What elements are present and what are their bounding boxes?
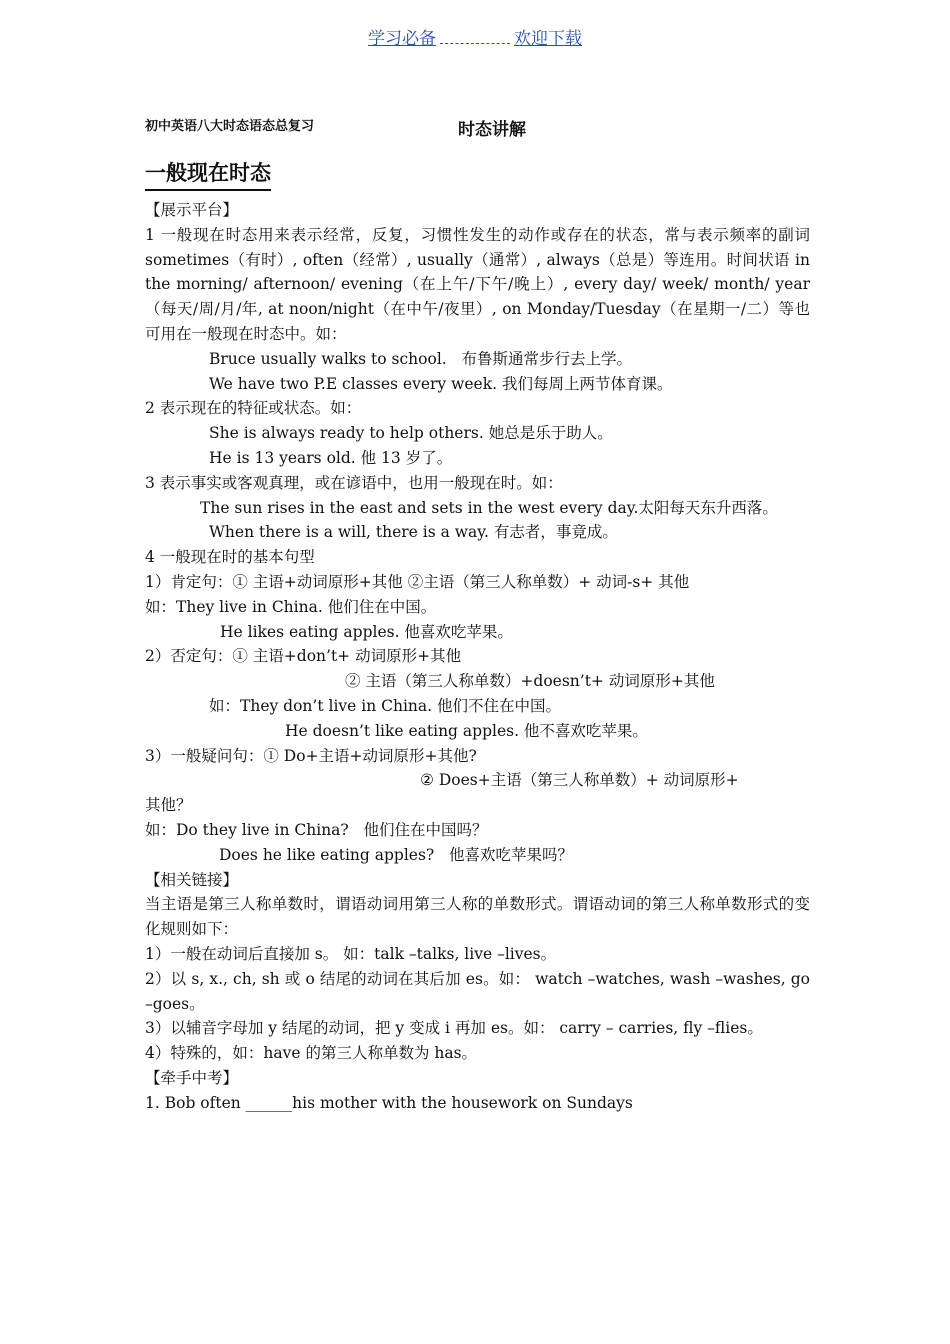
paragraph: 其他？: [145, 796, 192, 815]
example-line: 如：Do they live in China? 他们住在中国吗？: [145, 820, 488, 839]
paragraph: 4 一般现在时的基本句型: [145, 548, 315, 567]
paragraph: 当主语是第三人称单数时，谓语动词用第三人称的单数形式。谓语动词的第三人称单数形式的变化规则如下：: [145, 895, 810, 939]
header-dashed-gap: [440, 33, 510, 44]
page-header: [0, 24, 950, 49]
example-line: We have two P.E classes every week. 我们每周上两节体育课。: [209, 374, 673, 393]
example-line: 如：They don’t live in China. 他们不住在中国。: [209, 696, 562, 715]
example-line: He likes eating apples. 他喜欢吃苹果。: [220, 622, 513, 641]
paragraph: 3 表示事实或客观真理，或在谚语中，也用一般现在时。如：: [145, 473, 563, 492]
rule-line: 2）以 s, x., ch, sh 或 o 结尾的动词在其后加 es。如： watch –watches, wash –washes, go –goes。: [145, 969, 815, 1013]
paragraph: 3）一般疑问句：① Do+主语+动词原形+其他?: [145, 746, 477, 765]
example-line: She is always ready to help others. 她总是乐于助人。: [209, 424, 613, 443]
example-line: 如：They live in China. 他们住在中国。: [145, 597, 437, 616]
paragraph: 2）否定句：① 主语+don’t+ 动词原形+其他: [145, 647, 462, 666]
section-label: 【展示平台】: [145, 201, 239, 219]
example-line: He is 13 years old. 他 13 岁了。: [209, 448, 453, 467]
rule-line: 1）一般在动词后直接加 s。 如：talk –talks, live –lives。: [145, 944, 557, 963]
paragraph: ② Does+主语（第三人称单数）+ 动词原形+: [420, 771, 739, 790]
section-label: 【牵手中考】: [145, 1068, 239, 1087]
document-body: [145, 198, 815, 1115]
example-line: Does he like eating apples? 他喜欢吃苹果吗？: [219, 845, 573, 864]
doc-section-title: 时态讲解: [458, 120, 526, 140]
paragraph: 1 一般现在时态用来表示经常，反复，习惯性发生的动作或存在的状态，常与表示频率的副词 sometimes（有时）, often（经常）, usually（通常）, always（总是）等连用。时间状语 in the morning/ afternoon/ evening（在上午/下午/晚上）, every day/ week/ month/ year（每天/周/月/年, at noon/night（在中午/夜里）, on Monday/Tuesday（在星期一/二）等也可用在一般现在时态中。如：: [145, 225, 815, 343]
paragraph: ② 主语（第三人称单数）+doesn’t+ 动词原形+其他: [345, 672, 715, 691]
exercise-line: 1. Bob often ______his mother with the housework on Sundays: [145, 1093, 633, 1112]
doc-series-title: 初中英语八大时态语态总复习: [145, 119, 315, 134]
paragraph: 1）肯定句：① 主语+动词原形+其他 ②主语（第三人称单数）+ 动词-s+ 其他: [145, 572, 690, 591]
section-heading: 一般现在时态: [145, 157, 271, 191]
paragraph: 2 表示现在的特征或状态。如：: [145, 399, 362, 418]
example-line: Bruce usually walks to school. 布鲁斯通常步行去上学。: [209, 349, 632, 368]
rule-line: 3）以辅音字母加 y 结尾的动词，把 y 变成 i 再加 es。如： carry – carries, fly –flies。: [145, 1019, 763, 1038]
rule-line: 4）特殊的，如：have 的第三人称单数为 has。: [145, 1044, 478, 1063]
example-line: The sun rises in the east and sets in the west every day.太阳每天东升西落。: [200, 498, 778, 517]
section-label: 【相关链接】: [145, 870, 239, 889]
header-left-text: 学习必备: [368, 29, 436, 49]
example-line: He doesn’t like eating apples. 他不喜欢吃苹果。: [285, 721, 648, 740]
header-right-text: 欢迎下载: [514, 29, 582, 49]
example-line: When there is a will, there is a way. 有志者，事竟成。: [209, 523, 618, 542]
